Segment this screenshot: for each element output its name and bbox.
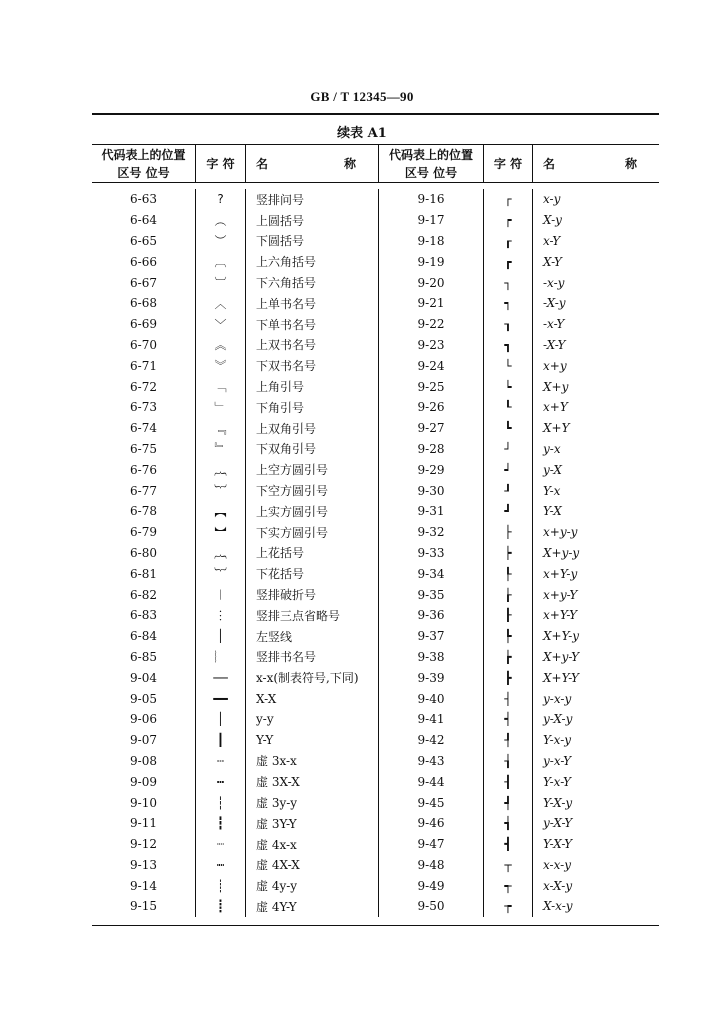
left-code-cell: 6-77 (92, 480, 196, 501)
right-name-cell: -X-Y (543, 337, 566, 352)
left-char-cell: ﹂ (196, 397, 246, 418)
table-row (92, 647, 659, 668)
table-row (92, 751, 659, 772)
right-code-cell: 9-38 (379, 647, 484, 668)
left-name-cell: 下圆括号 (246, 231, 379, 252)
right-code-cell: 9-26 (379, 397, 484, 418)
left-name-cell: 下空方圆引号 (246, 480, 379, 501)
right-code-cell: 9-43 (379, 751, 484, 772)
left-name-cell: 上六角括号 (246, 251, 379, 272)
left-code-cell: 6-65 (92, 231, 196, 252)
right-name-cell: X+y-y (543, 545, 580, 560)
right-char-cell: ┖ (484, 397, 533, 418)
right-char-cell: ┒ (484, 314, 533, 335)
page-header: GB / T 12345—90 (310, 89, 414, 104)
right-char-cell: ┕ (484, 376, 533, 397)
right-name-cell: x+Y-Y (543, 608, 578, 623)
left-code-cell: 6-63 (92, 189, 196, 210)
table-row (92, 543, 659, 564)
right-char-cell: ┚ (484, 480, 533, 501)
left-code-cell: 6-85 (92, 647, 196, 668)
table-row (92, 355, 659, 376)
table-row (92, 563, 659, 584)
right-code-cell: 9-27 (379, 418, 484, 439)
right-name-cell: x+y-y (543, 525, 578, 540)
left-name-cell: 竖排问号 (246, 189, 379, 210)
right-name-cell: X-Y (543, 254, 562, 269)
left-char-cell: ︱ (196, 584, 246, 605)
right-code-cell: 9-35 (379, 584, 484, 605)
left-name-cell: 虚 4x-x (246, 834, 379, 855)
right-name-cell: y-X (543, 462, 562, 477)
right-name-cell: Y-X-y (543, 795, 573, 810)
left-code-cell: 6-83 (92, 605, 196, 626)
right-name-cell: y-x-y (543, 691, 572, 706)
left-code-cell: 6-71 (92, 355, 196, 376)
table-row (92, 771, 659, 792)
right-char-cell: ┮ (484, 896, 533, 917)
left-char-cell: ︷ (196, 459, 246, 480)
table-row (92, 667, 659, 688)
left-name-cell: 虚 3Y-Y (246, 813, 379, 834)
left-name-cell: X-X (246, 688, 379, 709)
table-row (92, 418, 659, 439)
table-row (92, 314, 659, 335)
table-row (92, 335, 659, 356)
right-char-cell: ┓ (484, 335, 533, 356)
table-row (92, 584, 659, 605)
col-header-position-left: 代码表上的位置 区号 位号 (92, 145, 196, 182)
left-name-cell: 上双角引号 (246, 418, 379, 439)
left-char-cell: ︹ (196, 251, 246, 272)
right-code-cell: 9-46 (379, 813, 484, 834)
table-row (92, 792, 659, 813)
table-row (92, 626, 659, 647)
left-code-cell: 9-06 (92, 709, 196, 730)
left-code-cell: 9-09 (92, 771, 196, 792)
left-code-cell: 9-14 (92, 875, 196, 896)
left-name-cell: y-y (246, 709, 379, 730)
table-row (92, 813, 659, 834)
left-code-cell: 9-08 (92, 751, 196, 772)
right-char-cell: ┗ (484, 418, 533, 439)
right-code-cell: 9-32 (379, 522, 484, 543)
right-name-cell: -X-y (543, 296, 566, 311)
table-row (92, 439, 659, 460)
left-name-cell: x-x(制表符号,下同) (246, 667, 379, 688)
right-char-cell: ┭ (484, 875, 533, 896)
right-code-cell: 9-40 (379, 688, 484, 709)
table-row (92, 522, 659, 543)
table-row (92, 501, 659, 522)
left-code-cell: 6-70 (92, 335, 196, 356)
right-name-cell: x+Y (543, 400, 568, 415)
left-name-cell: 上角引号 (246, 376, 379, 397)
right-char-cell: ┛ (484, 501, 533, 522)
right-name-cell: y-X-y (543, 712, 573, 727)
left-name-cell: Y-Y (246, 730, 379, 751)
table-row (92, 688, 659, 709)
left-code-cell: 9-11 (92, 813, 196, 834)
right-code-cell: 9-50 (379, 896, 484, 917)
right-name-cell: X+y-Y (543, 649, 580, 664)
left-name-cell: 竖排三点省略号 (246, 605, 379, 626)
right-code-cell: 9-31 (379, 501, 484, 522)
right-char-cell: ├ (484, 522, 533, 543)
left-char-cell: │ (196, 626, 246, 647)
left-char-cell: ﹃ (196, 418, 246, 439)
left-code-cell: 6-80 (92, 543, 196, 564)
left-char-cell: ︺ (196, 272, 246, 293)
right-code-cell: 9-19 (379, 251, 484, 272)
left-name-cell: 上实方圆引号 (246, 501, 379, 522)
right-char-cell: ┬ (484, 855, 533, 876)
right-code-cell: 9-18 (379, 231, 484, 252)
left-char-cell: ┅ (196, 771, 246, 792)
right-code-cell: 9-36 (379, 605, 484, 626)
right-name-cell: x+Y-y (543, 566, 578, 581)
table-row (92, 189, 659, 210)
right-code-cell: 9-30 (379, 480, 484, 501)
right-char-cell: ┣ (484, 667, 533, 688)
right-code-cell: 9-49 (379, 875, 484, 896)
table-row (92, 730, 659, 751)
col-header-position-right: 代码表上的位置 区号 位号 (379, 145, 484, 182)
left-name-cell: 下花括号 (246, 563, 379, 584)
table-row (92, 231, 659, 252)
table-row (92, 834, 659, 855)
left-char-cell: ︾ (196, 355, 246, 376)
right-char-cell: ┑ (484, 293, 533, 314)
right-code-cell: 9-33 (379, 543, 484, 564)
left-char-cell: ┄ (196, 751, 246, 772)
left-name-cell: 下双角引号 (246, 439, 379, 460)
left-char-cell: ︼ (196, 522, 246, 543)
left-name-cell: 虚 3y-y (246, 792, 379, 813)
right-name-cell: X+Y-Y (543, 670, 579, 685)
right-char-cell: ┘ (484, 439, 533, 460)
table-row (92, 293, 659, 314)
left-char-cell: ︵ (196, 210, 246, 231)
right-name-cell: x-x-y (543, 857, 572, 872)
right-char-cell: ┨ (484, 771, 533, 792)
right-char-cell: ┤ (484, 688, 533, 709)
right-name-cell: Y-X (543, 504, 562, 519)
left-code-cell: 6-74 (92, 418, 196, 439)
col-header-char-right: 字 符 (484, 145, 533, 182)
right-name-cell: Y-x (543, 483, 561, 498)
left-char-cell: ︽ (196, 335, 246, 356)
left-code-cell: 6-75 (92, 439, 196, 460)
right-char-cell: └ (484, 355, 533, 376)
left-code-cell: 9-04 (92, 667, 196, 688)
left-char-cell: ︷ (196, 543, 246, 564)
left-char-cell: ︴ (196, 647, 246, 668)
left-char-cell: ︙ (196, 605, 246, 626)
right-code-cell: 9-29 (379, 459, 484, 480)
table-row (92, 480, 659, 501)
table-row (92, 875, 659, 896)
left-code-cell: 9-12 (92, 834, 196, 855)
col-header-name-right: 名 称 (543, 156, 637, 171)
table-row (92, 376, 659, 397)
left-name-cell: 下六角括号 (246, 272, 379, 293)
right-code-cell: 9-45 (379, 792, 484, 813)
left-char-cell: ── (196, 667, 246, 688)
right-char-cell: ┍ (484, 210, 533, 231)
col-header-name-left: 名 称 (246, 145, 379, 182)
right-name-cell: Y-x-Y (543, 774, 571, 789)
right-char-cell: ┏ (484, 251, 533, 272)
right-char-cell: ┐ (484, 272, 533, 293)
right-name-cell: x-Y (543, 233, 561, 248)
right-code-cell: 9-24 (379, 355, 484, 376)
left-char-cell: ┃ (196, 730, 246, 751)
right-char-cell: ┥ (484, 709, 533, 730)
left-char-cell: ┆ (196, 792, 246, 813)
left-name-cell: 上单书名号 (246, 293, 379, 314)
left-name-cell: 上双书名号 (246, 335, 379, 356)
left-name-cell: 上空方圆引号 (246, 459, 379, 480)
left-char-cell: ﹁ (196, 376, 246, 397)
left-name-cell: 竖排破折号 (246, 584, 379, 605)
right-char-cell: ┩ (484, 792, 533, 813)
left-name-cell: 上花括号 (246, 543, 379, 564)
left-char-cell: ┈ (196, 834, 246, 855)
left-char-cell: ? (196, 189, 246, 210)
right-name-cell: x+y (543, 358, 567, 373)
right-name-cell: -x-Y (543, 317, 565, 332)
table-row (92, 251, 659, 272)
right-char-cell: ┟ (484, 584, 533, 605)
right-code-cell: 9-25 (379, 376, 484, 397)
left-name-cell: 下实方圆引号 (246, 522, 379, 543)
table-row (92, 709, 659, 730)
left-char-cell: ┉ (196, 855, 246, 876)
left-char-cell: ﹀ (196, 314, 246, 335)
right-char-cell: ┫ (484, 834, 533, 855)
right-code-cell: 9-28 (379, 439, 484, 460)
left-code-cell: 6-69 (92, 314, 196, 335)
left-char-cell: │ (196, 709, 246, 730)
left-char-cell: ━━ (196, 688, 246, 709)
left-name-cell: 左竖线 (246, 626, 379, 647)
header-rule (92, 113, 659, 115)
left-code-cell: 6-79 (92, 522, 196, 543)
left-char-cell: ︿ (196, 293, 246, 314)
right-char-cell: ┞ (484, 563, 533, 584)
table-header-row (92, 145, 659, 183)
left-code-cell: 6-66 (92, 251, 196, 272)
right-char-cell: ┠ (484, 605, 533, 626)
left-code-cell: 6-68 (92, 293, 196, 314)
left-code-cell: 6-67 (92, 272, 196, 293)
right-code-cell: 9-37 (379, 626, 484, 647)
right-name-cell: X+y (543, 379, 569, 394)
left-char-cell: ︶ (196, 231, 246, 252)
right-name-cell: x+y-Y (543, 587, 578, 602)
right-char-cell: ┡ (484, 626, 533, 647)
right-code-cell: 9-22 (379, 314, 484, 335)
right-code-cell: 9-44 (379, 771, 484, 792)
left-code-cell: 6-73 (92, 397, 196, 418)
left-name-cell: 虚 3X-X (246, 771, 379, 792)
left-code-cell: 6-78 (92, 501, 196, 522)
right-code-cell: 9-39 (379, 667, 484, 688)
left-name-cell: 虚 3x-x (246, 751, 379, 772)
left-name-cell: 竖排书名号 (246, 647, 379, 668)
left-code-cell: 9-05 (92, 688, 196, 709)
left-code-cell: 9-15 (92, 896, 196, 917)
left-code-cell: 6-72 (92, 376, 196, 397)
left-char-cell: ︸ (196, 563, 246, 584)
right-code-cell: 9-48 (379, 855, 484, 876)
right-char-cell: ┧ (484, 751, 533, 772)
left-code-cell: 6-76 (92, 459, 196, 480)
left-name-cell: 下单书名号 (246, 314, 379, 335)
left-name-cell: 下双书名号 (246, 355, 379, 376)
table-body (92, 183, 659, 925)
table-caption: 续表 A1 (337, 126, 387, 141)
right-name-cell: Y-x-y (543, 733, 572, 748)
left-char-cell: ┊ (196, 875, 246, 896)
right-char-cell: ┦ (484, 730, 533, 751)
right-name-cell: x-X-y (543, 878, 573, 893)
right-code-cell: 9-17 (379, 210, 484, 231)
right-name-cell: X-x-y (543, 899, 573, 914)
right-code-cell: 9-34 (379, 563, 484, 584)
table-row (92, 896, 659, 917)
table-row (92, 210, 659, 231)
left-char-cell: ┋ (196, 896, 246, 917)
left-name-cell: 下角引号 (246, 397, 379, 418)
left-char-cell: ︸ (196, 480, 246, 501)
left-code-cell: 9-13 (92, 855, 196, 876)
left-code-cell: 6-82 (92, 584, 196, 605)
table-row (92, 397, 659, 418)
right-char-cell: ┙ (484, 459, 533, 480)
right-char-cell: ┝ (484, 543, 533, 564)
right-code-cell: 9-41 (379, 709, 484, 730)
left-name-cell: 虚 4y-y (246, 875, 379, 896)
right-name-cell: y-x-Y (543, 753, 572, 768)
right-code-cell: 9-42 (379, 730, 484, 751)
right-char-cell: ┢ (484, 647, 533, 668)
right-name-cell: X-y (543, 213, 562, 228)
right-char-cell: ┪ (484, 813, 533, 834)
left-code-cell: 6-81 (92, 563, 196, 584)
right-code-cell: 9-20 (379, 272, 484, 293)
right-name-cell: y-X-Y (543, 816, 573, 831)
table-row (92, 605, 659, 626)
right-name-cell: X+Y-y (543, 629, 580, 644)
left-name-cell: 虚 4Y-Y (246, 896, 379, 917)
right-code-cell: 9-47 (379, 834, 484, 855)
left-name-cell: 上圆括号 (246, 210, 379, 231)
right-name-cell: y-x (543, 441, 561, 456)
table-row (92, 459, 659, 480)
left-char-cell: ┇ (196, 813, 246, 834)
left-name-cell: 虚 4X-X (246, 855, 379, 876)
table-row (92, 272, 659, 293)
left-char-cell: ﹄ (196, 439, 246, 460)
left-code-cell: 9-10 (92, 792, 196, 813)
right-code-cell: 9-23 (379, 335, 484, 356)
code-table (92, 144, 659, 926)
left-code-cell: 6-84 (92, 626, 196, 647)
left-code-cell: 6-64 (92, 210, 196, 231)
right-code-cell: 9-21 (379, 293, 484, 314)
right-code-cell: 9-16 (379, 189, 484, 210)
col-header-char-left: 字 符 (196, 145, 246, 182)
right-char-cell: ┌ (484, 189, 533, 210)
left-code-cell: 9-07 (92, 730, 196, 751)
right-name-cell: X+Y (543, 421, 570, 436)
right-name-cell: -x-y (543, 275, 565, 290)
right-name-cell: x-y (543, 192, 561, 207)
right-char-cell: ┎ (484, 231, 533, 252)
right-name-cell: Y-X-Y (543, 837, 573, 852)
table-row (92, 855, 659, 876)
left-char-cell: ︻ (196, 501, 246, 522)
